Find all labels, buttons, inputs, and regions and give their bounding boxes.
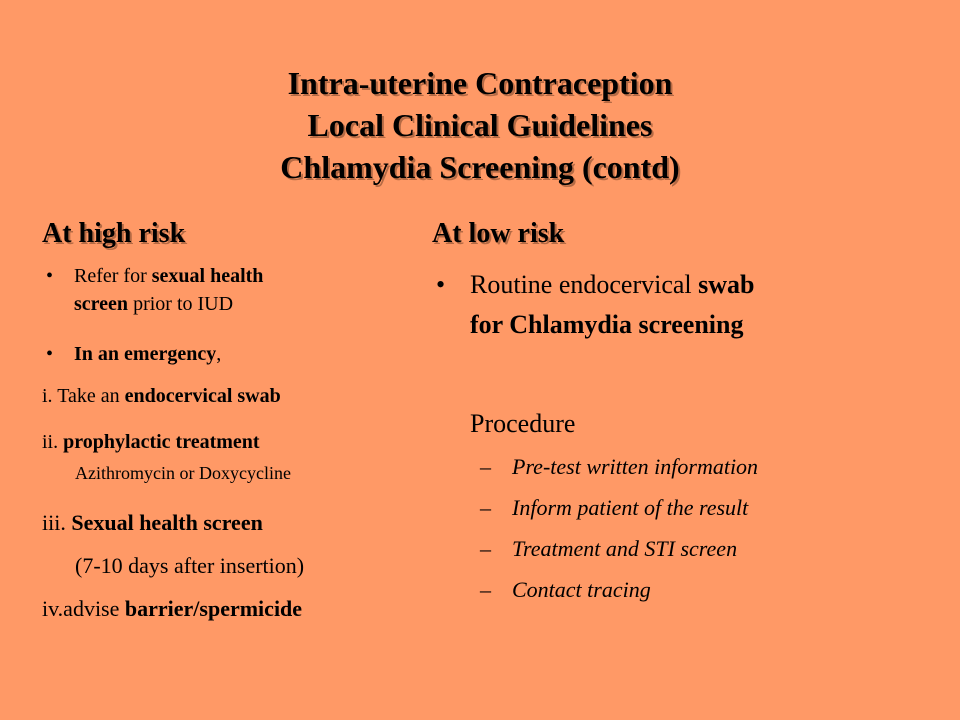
left-item-iv: iv.advise barrier/spermicide	[42, 596, 303, 621]
right-column-heading: At low risk	[432, 218, 565, 249]
bullet-icon: •	[436, 270, 446, 299]
procedure-step: Pre-test written information	[512, 454, 759, 479]
left-item-ii: ii. prophylactic treatment	[42, 431, 260, 453]
title-line-2: Local Clinical Guidelines	[307, 107, 653, 143]
dash-marker: –	[480, 577, 491, 602]
title-line-3: Chlamydia Screening (contd)	[280, 149, 680, 185]
left-item-ii-sub: Azithromycin or Doxycycline	[75, 463, 291, 483]
procedure-step: Contact tracing	[512, 577, 651, 602]
left-item-iii-sub: (7-10 days after insertion)	[75, 553, 305, 578]
left-bullet-1-line-1: Refer for sexual health	[74, 265, 264, 287]
dash-marker: –	[480, 495, 491, 520]
left-bullet-2: In an emergency,	[74, 343, 222, 365]
left-bullet-1-line-2: screen prior to IUD	[74, 293, 234, 315]
slide-title	[0, 62, 960, 188]
right-bullet-1-line-1: Routine endocervical swab	[470, 270, 755, 299]
procedure-step: Inform patient of the result	[512, 495, 749, 520]
right-bullet-1-line-2: for Chlamydia screening	[470, 310, 744, 339]
dash-marker: –	[480, 454, 491, 479]
left-item-iii: iii. Sexual health screen	[42, 510, 263, 535]
left-column-heading: At high risk	[42, 218, 186, 249]
left-item-i: i. Take an endocervical swab	[42, 385, 281, 407]
procedure-step: Treatment and STI screen	[512, 536, 738, 561]
title-line-1: Intra-uterine Contraception	[287, 65, 673, 101]
bullet-icon: •	[46, 343, 54, 365]
bullet-icon: •	[46, 265, 54, 287]
procedure-label: Procedure	[470, 409, 576, 438]
dash-marker: –	[480, 536, 491, 561]
